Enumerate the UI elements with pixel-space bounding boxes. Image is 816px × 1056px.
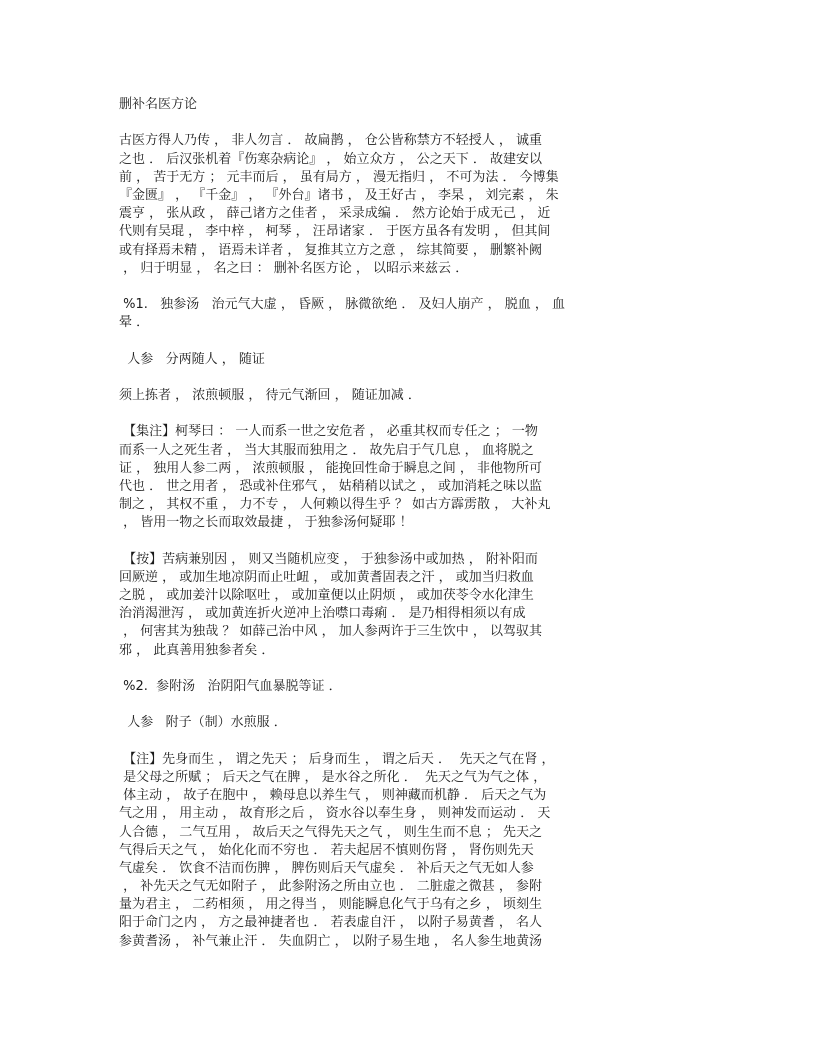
text-line: ， 补先天之气无如附子 ， 此参附汤之所由立也 ． 二脏虚之微甚 ， 参附 <box>119 879 543 895</box>
text-line: ， 何害其为独哉 ？ 如薛己治中风 ， 加人参两许于三生饮中 ， 以驾驭其 <box>119 624 543 640</box>
text-line: 阳于命门之内 ， 方之最神捷者也 ． 若表虚自汗 ， 以附子易黄耆 ， 名人 <box>119 915 543 931</box>
text-line: 【按】苦病兼别因 ， 则又当随机应变 ， 于独参汤中或加热 ， 附补阳而 <box>119 551 538 567</box>
document-body <box>119 132 599 950</box>
text-line: %1. 独参汤 治元气大虚 ， 昏厥 ， 脉微欲绝 ． 及妇人崩产 ， 脱血 ， 血 <box>119 297 566 313</box>
text-line: 【注】先身而生 ， 谓之先天 ； 后身而生 ， 谓之后天 ． 先天之气在肾 ， <box>119 751 555 767</box>
text-line: 是父母之所赋 ； 后天之气在脾 ， 是水谷之所化 ． 先天之气为气之体 ， <box>119 769 547 785</box>
text-line: %2. 参附汤 治阴阳气血暴脱等证 ． <box>119 679 342 695</box>
paragraph-formula-2-ingredients <box>119 714 599 732</box>
text-line: ， 归于明显 ， 名之曰 ： 删补名医方论 ， 以昭示来兹云 ． <box>119 260 469 276</box>
paragraph-preface <box>119 132 599 278</box>
text-line: 晕 ． <box>119 315 150 331</box>
text-line: 参黄耆汤 ， 补气兼止汗 ． 失血阴亡 ， 以附子易生地 ， 名人参生地黄汤 <box>119 933 543 949</box>
text-line: 人合德 ， 二气互用 ， 故后天之气得先天之气 ， 则生生而不息 ； 先天之 <box>119 824 543 840</box>
text-line: 震亨 ， 张从政 ， 薛己诸方之佳者 ， 采录成编 ． 然方论始于成无己 ， 近 <box>119 206 551 222</box>
paragraph-formula-1-ingredients <box>119 351 599 369</box>
text-line: 前 ， 苦于无方 ； 元丰而后 ， 虽有局方 ， 漫无指归 ， 不可为法 ． 今博集 <box>119 169 559 185</box>
text-line: 证 ， 独用人参二两 ， 浓煎顿服 ， 能挽回性命于瞬息之间 ， 非他物所可 <box>119 460 543 476</box>
text-line: 【集注】柯琴曰 ： 一人而系一世之安危者 ， 必重其权而专任之 ； 一物 <box>119 424 538 440</box>
paragraph-formula-1-collected-notes <box>119 423 599 532</box>
text-line: 量为君主 ， 二药相须 ， 用之得当 ， 则能瞬息化气于乌有之乡 ， 顷刻生 <box>119 897 543 913</box>
text-line: 邪 ， 此真善用独参者矣 ． <box>119 642 275 658</box>
paragraph-formula-1-commentary <box>119 551 599 660</box>
text-line: 气之用 ， 用主动 ， 故育形之后 ， 资水谷以奉生身 ， 则神发而运动 ． 天 <box>119 806 551 822</box>
text-line: 之脱 ， 或加姜汁以除呕吐 ， 或加童便以止阴烦 ， 或加茯苓令水化津生 <box>119 588 534 604</box>
document-title: 删补名医方论 <box>119 97 198 112</box>
text-line: 古医方得人乃传 ， 非人勿言 ． 故扁鹊 ， 仓公皆称禁方不轻授人 ， 诚重 <box>119 133 543 149</box>
text-line: 气得后天之气 ， 始化化而不穷也 ． 若夫起居不慎则伤肾 ， 肾伤则先天 <box>119 842 534 858</box>
text-line: 治消渴泄泻 ， 或加黄连折火逆冲上治噤口毒痢 ． 是乃相得相须以有成 <box>119 606 526 622</box>
text-line: 代也 ． 世之用者 ， 恐或补住邪气 ， 姑稍稍以试之 ， 或加消耗之味以监 <box>119 478 543 494</box>
text-line: 气虚矣 ． 饮食不洁而伤脾 ， 脾伤则后天气虚矣 ． 补后天之气无如人参 <box>119 860 534 876</box>
paragraph-formula-1-heading <box>119 296 599 332</box>
text-line: 须上拣者 ， 浓煎顿服 ， 待元气渐回 ， 随证加减 ． <box>119 388 421 404</box>
text-line: 而系一人之死生者 ， 当大其服而独用之 ． 故先启于气几息 ， 血将脱之 <box>119 442 534 458</box>
paragraph-formula-2-heading <box>119 678 599 696</box>
text-line: ， 皆用一物之长而取效最捷 ， 于独参汤何疑耶 ！ <box>119 515 413 531</box>
text-line: 人参 分两随人 ， 随证 <box>119 351 265 367</box>
text-line: 回厥逆 ， 或加生地凉阴而止吐衄 ， 或加黄耆固表之汗 ， 或加当归救血 <box>119 569 534 585</box>
paragraph-formula-2-notes <box>119 751 599 951</box>
text-line: 『金匮』 ， 『千金』 ， 『外台』诸书 ， 及王好古 ， 李杲 ， 刘完素 ， 朱 <box>119 187 559 203</box>
text-line: 代则有吴琨 ， 李中梓 ， 柯琴 ， 汪昂诸家 ． 于医方虽各有发明 ， 但其间 <box>119 224 551 240</box>
text-line: 制之 ， 其权不重 ， 力不专 ， 人何赖以得生乎 ？ 如古方霹雳散 ， 大补丸 <box>119 497 551 513</box>
text-line: 人参 附子（制）水煎服 ． <box>119 715 287 731</box>
text-line: 之也 ． 后汉张机着『伤寒杂病论』 ， 始立众方 ， 公之天下 ． 故建安以 <box>119 151 543 167</box>
paragraph-formula-1-preparation <box>119 387 599 405</box>
document-page <box>119 96 599 969</box>
text-line: 体主动 ， 故子在胞中 ， 赖母息以养生气 ， 则神藏而机静 ． 后天之气为 <box>119 788 547 804</box>
text-line: 或有择焉未精 ， 语焉未详者 ， 复推其立方之意 ， 综其简要 ， 删繁补阙 <box>119 242 543 258</box>
